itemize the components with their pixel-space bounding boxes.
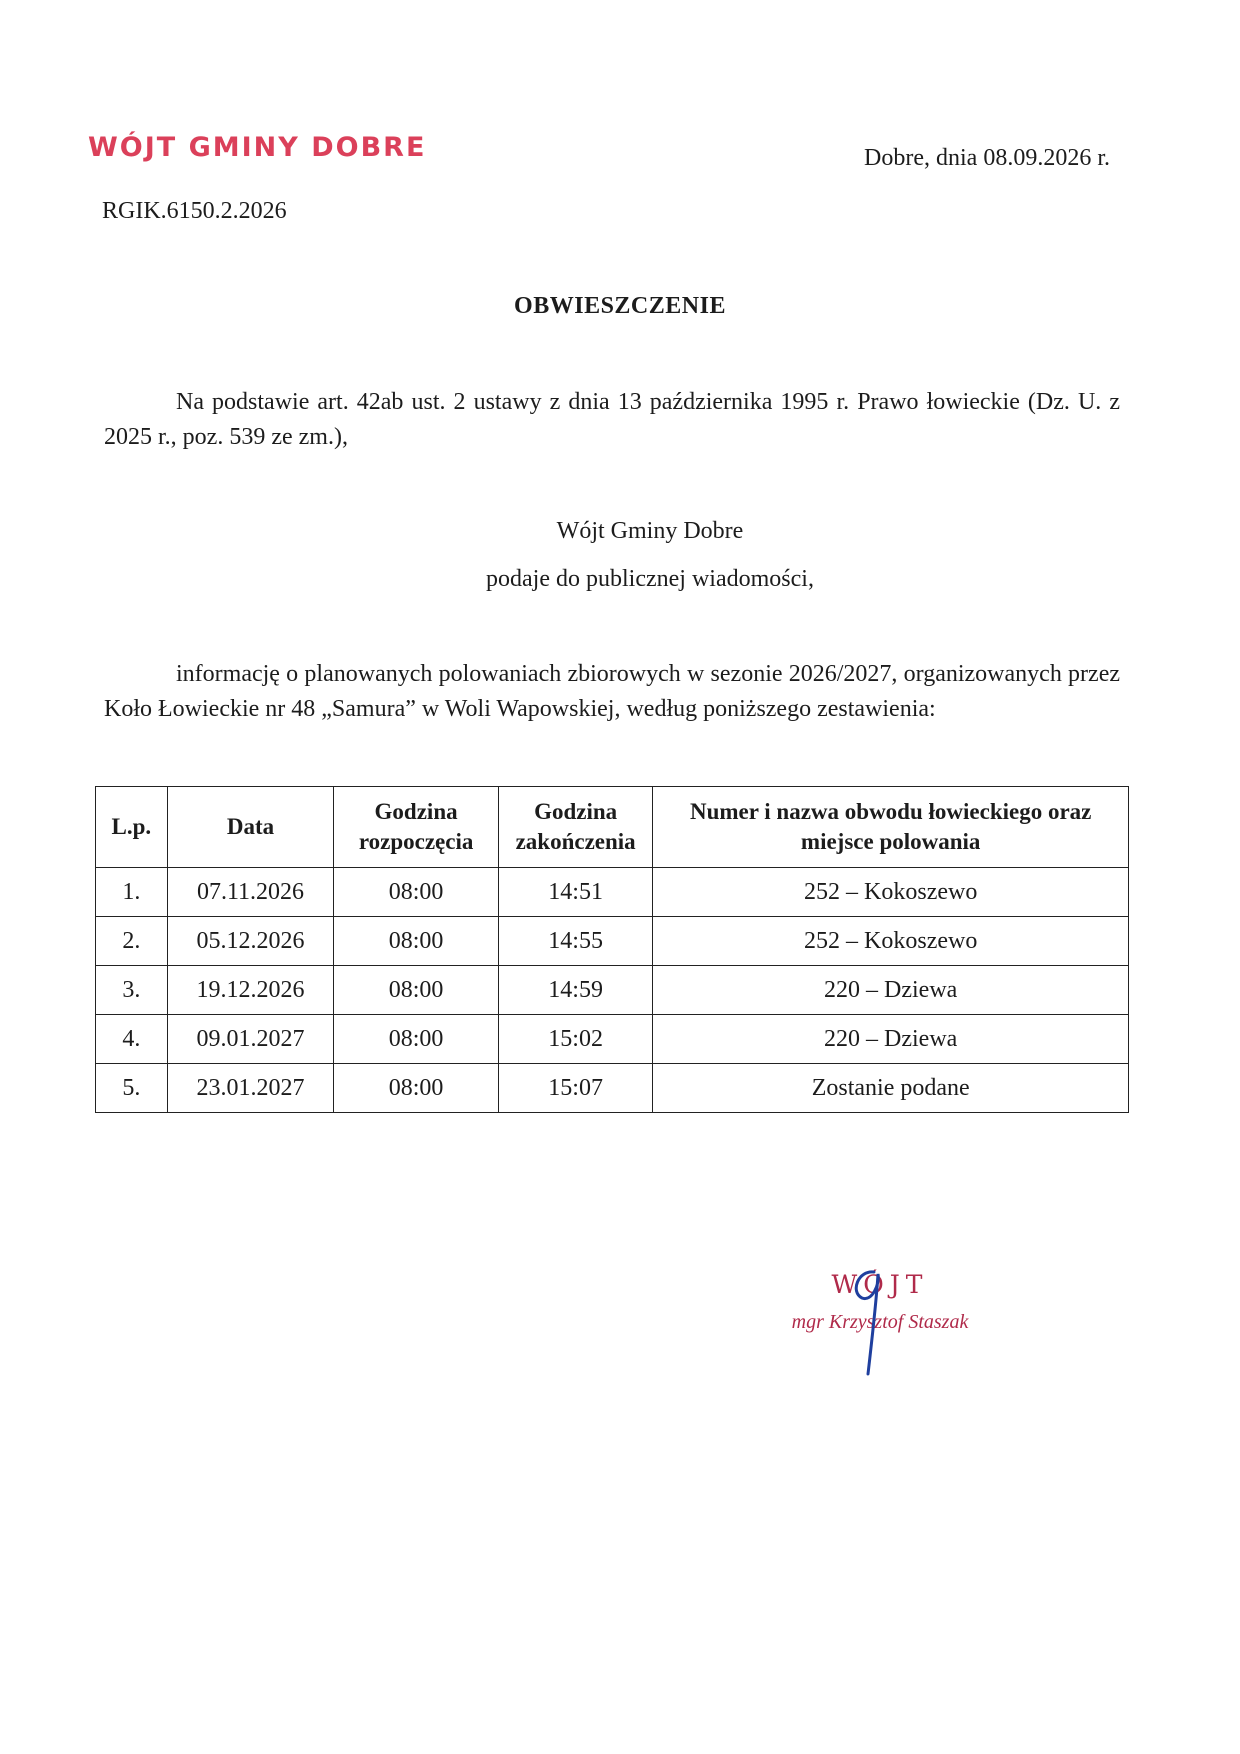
cell-date: 07.11.2026	[167, 868, 334, 917]
information-text: informację o planowanych polowaniach zbiorowych w sezonie 2026/2027, organizowanych przez Koło Łowieckie nr 48 „Samura” w Woli Wapowskiej, według poniższego zestawienia:	[104, 661, 1120, 722]
cell-start-time: 08:00	[334, 1015, 499, 1064]
table-row	[96, 966, 1129, 1015]
cell-lp: 2.	[96, 917, 168, 966]
table-row	[96, 868, 1129, 917]
handwritten-signature	[840, 1262, 900, 1382]
announce-line: podaje do publicznej wiadomości,	[486, 566, 814, 592]
office-stamp: WÓJT GMINY DOBRE	[88, 132, 427, 163]
cell-lp: 5.	[96, 1064, 168, 1113]
cell-end-time: 15:02	[498, 1015, 652, 1064]
cell-place: 252 – Kokoszewo	[653, 917, 1129, 966]
header-place: Numer i nazwa obwodu łowieckiego oraz miejsce polowania	[653, 787, 1129, 868]
cell-date: 23.01.2027	[167, 1064, 334, 1113]
place-date: Dobre, dnia 08.09.2026 r.	[864, 145, 1110, 171]
information-paragraph	[104, 657, 1120, 727]
header-end-time: Godzina zakończenia	[498, 787, 652, 868]
cell-end-time: 14:55	[498, 917, 652, 966]
cell-start-time: 08:00	[334, 917, 499, 966]
header-lp: L.p.	[96, 787, 168, 868]
cell-place: 220 – Dziewa	[653, 966, 1129, 1015]
cell-date: 19.12.2026	[167, 966, 334, 1015]
legal-basis-paragraph	[104, 385, 1120, 455]
cell-start-time: 08:00	[334, 868, 499, 917]
signature-title: WÓJT	[831, 1270, 929, 1299]
reference-number: RGIK.6150.2.2026	[102, 198, 287, 224]
cell-end-time: 14:51	[498, 868, 652, 917]
cell-date: 05.12.2026	[167, 917, 334, 966]
table-row	[96, 917, 1129, 966]
cell-date: 09.01.2027	[167, 1015, 334, 1064]
header-date: Data	[167, 787, 334, 868]
hunt-schedule-table	[95, 786, 1129, 1113]
cell-place: 252 – Kokoszewo	[653, 868, 1129, 917]
cell-start-time: 08:00	[334, 1064, 499, 1113]
cell-lp: 3.	[96, 966, 168, 1015]
cell-start-time: 08:00	[334, 966, 499, 1015]
cell-end-time: 15:07	[498, 1064, 652, 1113]
legal-basis-text: Na podstawie art. 42ab ust. 2 ustawy z dnia 13 października 1995 r. Prawo łowieckie (Dz. U. z 2025 r., poz. 539 ze zm.),	[104, 389, 1120, 450]
cell-place: 220 – Dziewa	[653, 1015, 1129, 1064]
cell-lp: 4.	[96, 1015, 168, 1064]
table-row	[96, 1015, 1129, 1064]
authority-line: Wójt Gminy Dobre	[556, 518, 744, 544]
cell-end-time: 14:59	[498, 966, 652, 1015]
table-header-row	[96, 787, 1129, 868]
table-row	[96, 1064, 1129, 1113]
cell-lp: 1.	[96, 868, 168, 917]
cell-place: Zostanie podane	[653, 1064, 1129, 1113]
document-title: OBWIESZCZENIE	[514, 293, 726, 319]
signature-name: mgr Krzysztof Staszak	[791, 1311, 969, 1333]
header-start-time: Godzina rozpoczęcia	[334, 787, 499, 868]
